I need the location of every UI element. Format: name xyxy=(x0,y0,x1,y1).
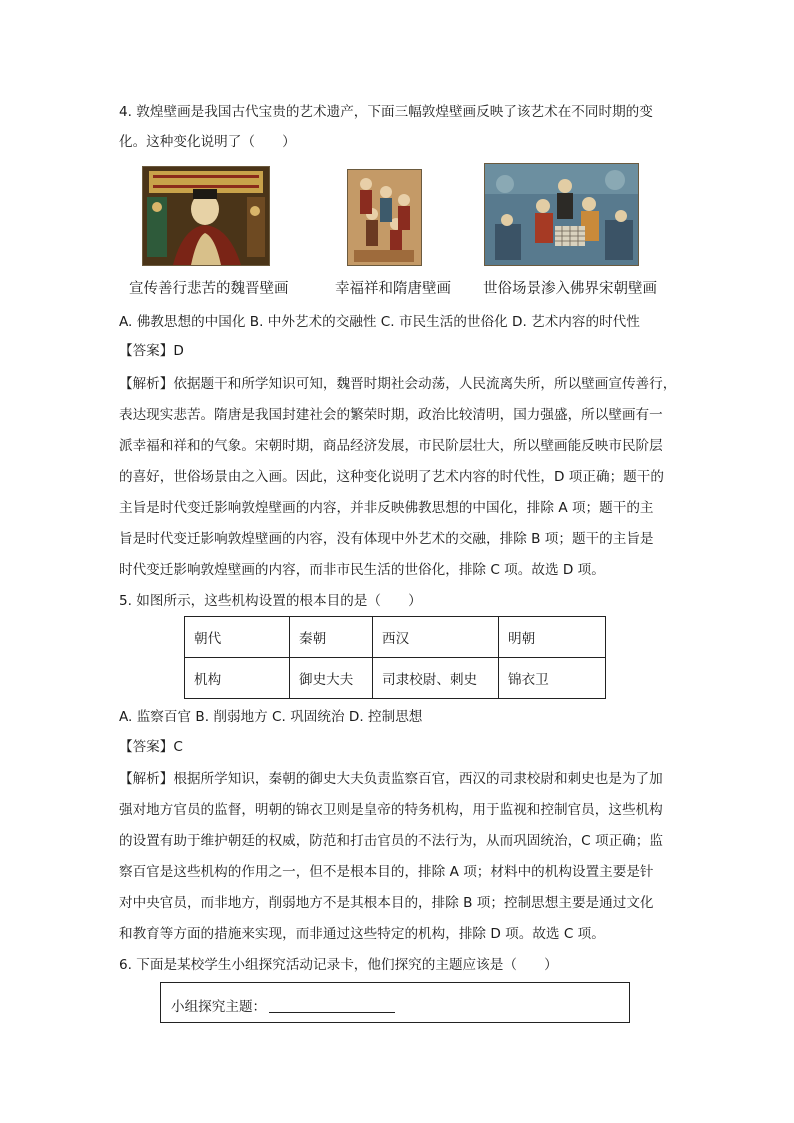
table-row xyxy=(185,658,606,699)
q5-answer: 【答案】C xyxy=(119,739,183,755)
table-cell: 御史大夫 xyxy=(290,658,373,699)
q5-institution-table xyxy=(184,616,606,699)
q5-analysis-line: 【解析】根据所学知识，秦朝的御史大夫负责监察百官，西汉的司隶校尉和刺史也是为了加 xyxy=(119,771,663,787)
table-cell: 锦衣卫 xyxy=(499,658,606,699)
q4-options: A. 佛教思想的中国化 B. 中外艺术的交融性 C. 市民生活的世俗化 D. 艺术内容的时代性 xyxy=(119,314,640,330)
table-cell: 司隶校尉、刺史 xyxy=(373,658,499,699)
weijin-mural-image xyxy=(142,166,270,266)
q4-analysis-line: 派幸福和祥和的气象。宋朝时期，商品经济发展，市民阶层壮大，所以壁画能反映市民阶层 xyxy=(119,438,663,454)
research-record-card xyxy=(160,982,630,1023)
q5-analysis-line: 强对地方官员的监督，明朝的锦衣卫则是皇帝的特务机构，用于监视和控制官员，这些机构 xyxy=(119,802,663,818)
card-topic-blank xyxy=(269,1012,395,1013)
q4-analysis-line: 主旨是时代变迁影响敦煌壁画的内容，并非反映佛教思想的中国化，排除 A 项；题干的主 xyxy=(119,500,654,516)
q5-analysis-line: 察百官是这些机构的作用之一，但不是根本目的，排除 A 项；材料中的机构设置主要是针 xyxy=(119,864,654,880)
song-mural-image xyxy=(484,163,639,266)
table-cell: 明朝 xyxy=(499,617,606,658)
q6-stem: 6. 下面是某校学生小组探究活动记录卡，他们探究的主题应该是（ ） xyxy=(119,957,558,973)
q4-stem-line2: 化。这种变化说明了（ ） xyxy=(119,134,296,150)
q5-options: A. 监察百官 B. 削弱地方 C. 巩固统治 D. 控制思想 xyxy=(119,709,423,725)
q4-analysis-line: 时代变迁影响敦煌壁画的内容，而非市民生活的世俗化，排除 C 项。故选 D 项。 xyxy=(119,562,605,578)
q5-analysis-line: 的设置有助于维护朝廷的权威，防范和打击官员的不法行为，从而巩固统治，C 项正确；监 xyxy=(119,833,663,849)
suitang-mural-image xyxy=(347,169,422,266)
table-cell: 西汉 xyxy=(373,617,499,658)
q5-analysis-line: 对中央官员，而非地方，削弱地方不是其根本目的，排除 B 项；控制思想主要是通过文化 xyxy=(119,895,654,911)
table-cell: 秦朝 xyxy=(290,617,373,658)
q4-analysis-line: 【解析】依据题干和所学知识可知，魏晋时期社会动荡，人民流离失所，所以壁画宣传善行， xyxy=(119,376,677,392)
q4-analysis-line: 旨是时代变迁影响敦煌壁画的内容，没有体现中外艺术的交融，排除 B 项；题干的主旨是 xyxy=(119,531,654,547)
table-row xyxy=(185,617,606,658)
table-cell: 朝代 xyxy=(185,617,290,658)
q5-stem: 5. 如图所示，这些机构设置的根本目的是（ ） xyxy=(119,593,422,609)
card-topic-label: 小组探究主题： xyxy=(171,999,267,1015)
q4-answer: 【答案】D xyxy=(119,343,184,359)
q4-analysis-line: 的喜好，世俗场景由之入画。因此，这种变化说明了艺术内容的时代性，D 项正确；题干的 xyxy=(119,469,664,485)
suitang-caption: 幸福祥和隋唐壁画 xyxy=(335,281,451,297)
weijin-caption: 宣传善行悲苦的魏晋壁画 xyxy=(129,281,289,297)
q4-analysis-line: 表达现实悲苦。隋唐是我国封建社会的繁荣时期，政治比较清明，国力强盛，所以壁画有一 xyxy=(119,407,663,423)
table-cell: 机构 xyxy=(185,658,290,699)
q5-analysis-line: 和教育等方面的措施来实现，而非通过这些特定的机构，排除 D 项。故选 C 项。 xyxy=(119,926,605,942)
song-caption: 世俗场景渗入佛界宋朝壁画 xyxy=(483,281,657,297)
q4-stem-line1: 4. 敦煌壁画是我国古代宝贵的艺术遗产，下面三幅敦煌壁画反映了该艺术在不同时期的变 xyxy=(119,104,653,120)
